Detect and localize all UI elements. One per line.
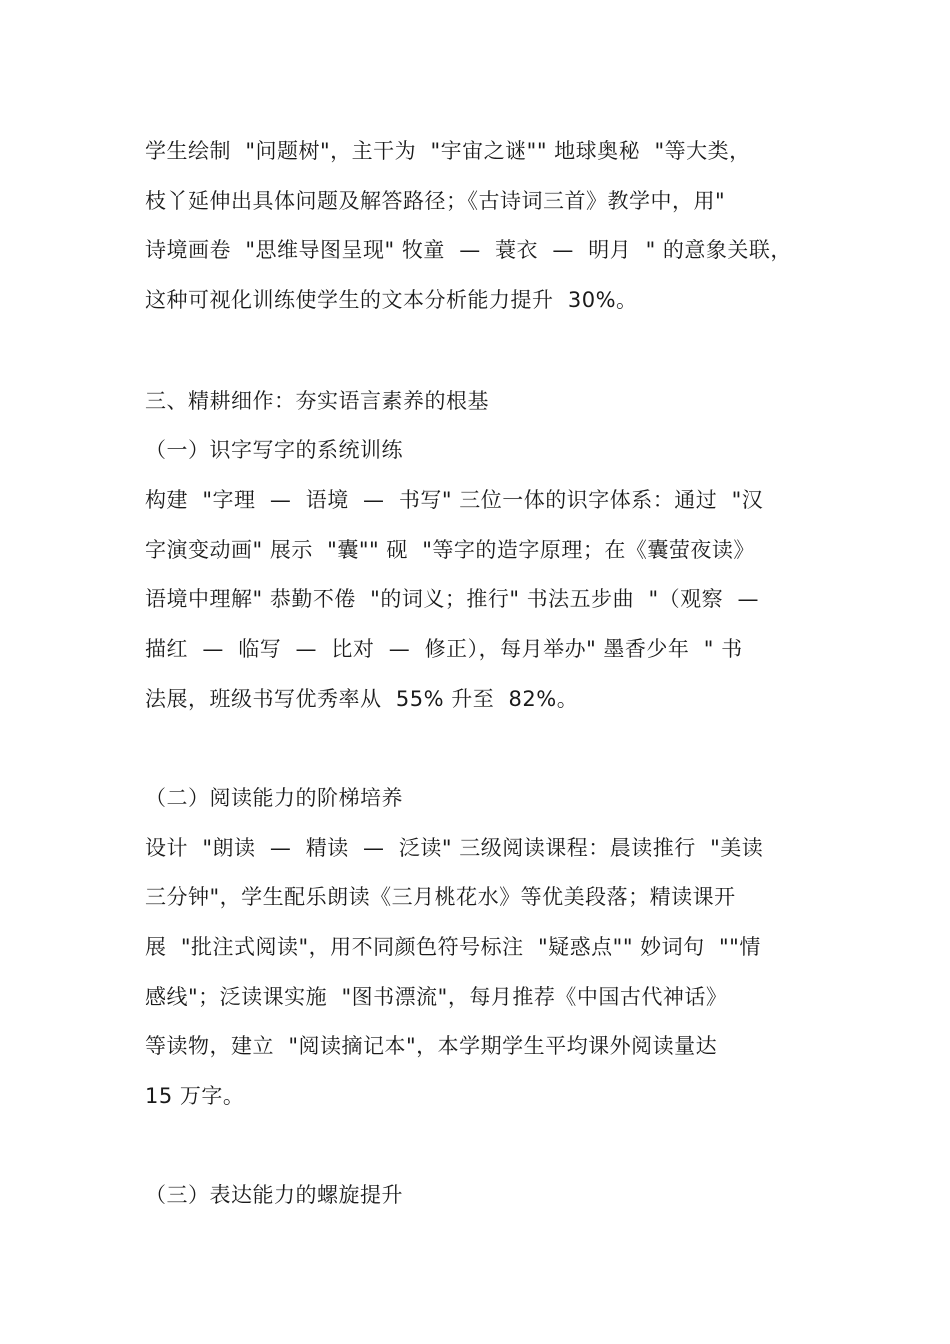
paragraph-line: 等读物，建立 "阅读摘记本"，本学期学生平均课外阅读量达 [145,1034,718,1058]
paragraph-line: 设计 "朗读 — 精读 — 泛读" 三级阅读课程：晨读推行 "美读 [145,836,764,860]
paragraph-line: 展 "批注式阅读"，用不同颜色符号标注 "疑惑点"" 妙词句 ""情 [145,935,761,959]
paragraph-line: 法展，班级书写优秀率从 55% 升至 82%。 [145,687,579,711]
section-heading: 三、精耕细作：夯实语言素养的根基 [145,389,489,413]
paragraph-line: 构建 "字理 — 语境 — 书写" 三位一体的识字体系：通过 "汉 [145,488,764,512]
subsection-heading: （二）阅读能力的阶梯培养 [145,786,403,810]
paragraph-line: 枝丫延伸出具体问题及解答路径；《古诗词三首》教学中，用" [145,189,726,213]
paragraph-line: 字演变动画" 展示 "囊"" 砚 "等字的造字原理；在《囊萤夜读》 [145,538,755,562]
paragraph-line: 描红 — 临写 — 比对 — 修正），每月举办" 墨香少年 " 书 [145,637,743,661]
subsection-heading: （三）表达能力的螺旋提升 [145,1183,403,1207]
paragraph-line: 感线"；泛读课实施 "图书漂流"，每月推荐《中国古代神话》 [145,985,728,1009]
paragraph-line: 学生绘制 "问题树"，主干为 "宇宙之谜"" 地球奥秘 "等大类， [145,139,751,163]
subsection-heading: （一）识字写字的系统训练 [145,438,403,462]
paragraph-line: 15 万字。 [145,1084,245,1108]
paragraph-line: 这种可视化训练使学生的文本分析能力提升 30%。 [145,288,638,312]
paragraph-line: 语境中理解" 恭勤不倦 "的词义；推行" 书法五步曲 "（观察 — [145,587,760,611]
paragraph-line: 三分钟"，学生配乐朗读《三月桃花水》等优美段落；精读课开 [145,885,736,909]
paragraph-line: 诗境画卷 "思维导图呈现" 牧童 — 蓑衣 — 明月 " 的意象关联， [145,238,792,262]
